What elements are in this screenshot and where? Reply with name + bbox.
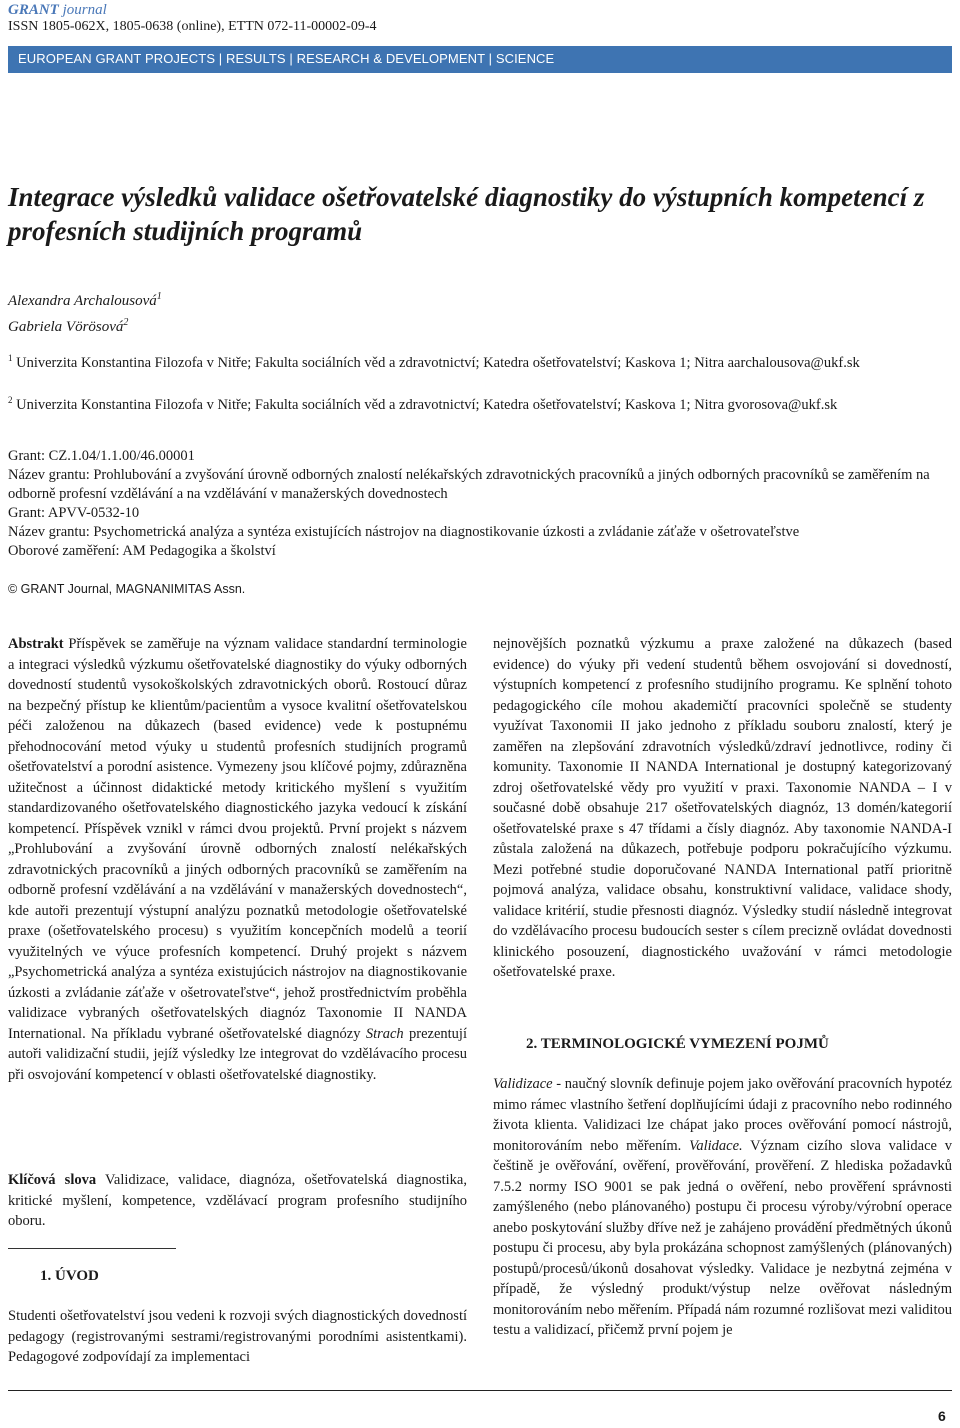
- affiliation: [8, 390, 952, 416]
- journal-name: [8, 2, 107, 19]
- header-banner: [8, 46, 952, 73]
- right-column-text: nejnovějších poznatků výzkumu a praxe založené na důkazech (based evidence) do výuky při vedení studentů během osvojování si dovedností, výstupních kompetencí z profesního studijního programu. Ke splnění tohoto pedagogického cíle mohou akademičtí pracovníci společně se studenty využívat Taxonomii II jako jednoho z příkladu souboru znalostí, který je zaměřen na zlepšování zdravotních výsledků/zdraví jednotlivce, rodiny či komunity. Taxonomie II NANDA International je dostupný kategorizovaný zdroj ošetřovatelské vědy pro využití v praxi. Taxonomie NANDA – I v současné době obsahuje 217 ošetřovatelských diagnóz, 13 domén/kategorií ošetřovatelské praxe s 47 třídami a čísly diagnóz. Aby taxonomie NANDA-I zůstala založená na důkazech, potřebuje podporu pokračujícího výzkumu. Mezi potřebné studie doporučované NANDA International patří prioritně pojmová analýza, validace obsahu, konstruktivní validace, validace shody, validace kritérií, studie přesnosti diagnóz. Výsledky studií následně integrovat do vzdělávacího procesu budoucích sester s cílem precizně ovládat dovednosti klinického posouzení, diagnostického uvažování v rámci metodologie ošetřovatelské praxe.: [493, 636, 952, 980]
- abstract-text: Příspěvek se zaměřuje na význam validace standardní terminologie a integraci výsledků výzkumu ošetřovatelské diagnostiky do výuky odborných dovedností studentů vysokoškolských zdravotnických oborů. Rostoucí důraz na bezpečný přístup ke klientům/pacientům a vysoce kvalitní ošetřovatelskou péči založenou na důkazech (based evidence) vede k postupnému přehodnocování metod výuky u studentů profesních studijních programů ošetřovatelství a porodní asistence. Vymezeny jsou klíčové pojmy, zdůrazněna užitečnost a účinnost didaktické metody kritického myšlení s využitím standardizovaného ošetřovatelského diagnostického jazyka vedoucí k získání kompetencí. Příspěvek vznikl v rámci dvou projektů. První projekt s názvem „Prohlubování a zvyšování úrovně odborných znalostí nelékařských zdravotnických pracovníků a jiných odborných pracovníků se zaměřením na odborně profesní vzdělávání a na vzdělávání v manažerských dovednostech“, kde autoři prezentují výstupní analýzu poznatků metodologie ošetřovatelské praxe (ošetřovatelského procesu) s využitím koncepčních modelů a teorií využitelných ve výuce profesních kompetencí. Druhý projekt s názvem „Psychometrická analýza a syntéza existujúcich nástrojov na diagnostikovanie úzkosti a zvládanie záťaže v ošetrovateľstve“, jehož prostřednictvím proběhla validizace vybraných ošetřovatelských diagnóz Taxonomie II NANDA International. Na příkladu vybrané ošetřovatelské diagnózy: [8, 636, 467, 1042]
- paper-title: Integrace výsledků validace ošetřovatelské diagnostiky do výstupních kompetencí z profesních studijních programů: [8, 182, 925, 246]
- term-text: - naučný slovník definuje pojem jako ověřování pracovních hypotéz mimo rámec vlastního šetření doplňujícími údaji z pracovního nebo rodinného života klienta. Validizaci lze chápat jako proces ověřování pomocí nástrojů, monitorováním nebo měřením.: [493, 1076, 952, 1154]
- intro-text: Studenti ošetřovatelství jsou vedeni k rozvoji svých diagnostických dovedností pedagogy (registrovanými sestrami/registrovanými porodními asistentkami). Pedagogové zodpovídají za implementaci: [8, 1308, 467, 1365]
- abstract-text-end: prezentují autoři validizační studii, jejíž výsledky lze integrovat do vzdělávacího procesu při osvojování kompetencí v oblasti ošetřovatelské diagnostiky.: [8, 1025, 467, 1083]
- grant-name: Název grantu: Prohlubování a zvyšování úrovně odborných znalostí nelékařských zdravotnických pracovníků a jiných odborných pracovníků se zaměřením na odborně profesní vzdělávání a na vzdělávání v manažerských dovednostech: [8, 467, 930, 502]
- grant-name: Název grantu: Psychometrická analýza a syntéza existujících nástrojov na diagnostikovanie úzkosti a zvládanie záťaže v ošetrovateľstve: [8, 524, 800, 540]
- author-sup: 2: [123, 317, 129, 328]
- header-banner-text: EUROPEAN GRANT PROJECTS | RESULTS | RESEARCH & DEVELOPMENT | SCIENCE: [18, 51, 555, 66]
- grant-id: Grant: CZ.1.04/1.1.00/46.00001: [8, 448, 195, 464]
- term-validizace: Validizace: [493, 1076, 553, 1092]
- field-of-study: Oborové zaměření: AM Pedagogika a školství: [8, 543, 276, 559]
- term-text: Význam cizího slova validace v češtině je ověřování, ověření, prověřování, prověření. Z hlediska požadavků 7.5.2 normy ISO 9001 se pak jedná o ověření, nebo prověření správnosti zamýšleného (nebo plánovaného) postupu či procesu výroby/výrobní operace anebo poskytování služby dříve než je zahájeno provádění předmětných úkonů postupu či procesu, aby byla prokázána schopnost zamýšlených (plánovaných) postupů/procesů/úkonů dosahovat výsledky. Validace je nezbytná zejména v případě, že výsledný produkt/výstup nelze ověřovat následným monitorováním nebo měřením. Případá nám rozumné rozlišovat mezi validitou testu a validizací, přičemž první pojem je: [493, 1137, 952, 1338]
- grant-block: [8, 447, 952, 561]
- keywords-label: Klíčová slova: [8, 1172, 97, 1188]
- abstract-italic-term: Strach: [365, 1025, 404, 1042]
- author-name: Alexandra Archalousová: [8, 293, 157, 309]
- keywords: [8, 1170, 467, 1232]
- copyright: © GRANT Journal, MAGNANIMITAS Assn.: [8, 582, 246, 596]
- author: [8, 286, 162, 312]
- journal-name-grant: GRANT: [8, 2, 59, 18]
- term-validace: Validace.: [689, 1137, 743, 1154]
- issn-line: ISSN 1805-062X, 1805-0638 (online), ETTN 072-11-00002-09-4: [8, 19, 377, 34]
- abstract-label: Abstrakt: [8, 636, 64, 652]
- affiliation-sup: 1: [8, 353, 13, 363]
- grant-id: Grant: APVV-0532-10: [8, 505, 140, 521]
- author-list: [8, 286, 162, 338]
- section-heading: 2. TERMINOLOGICKÉ VYMEZENÍ POJMŮ: [526, 1036, 829, 1052]
- keywords-text: Validizace, validace, diagnóza, ošetřovatelská diagnostika, kritické myšlení, kompetence, vzdělávací program profesního studijního oboru.: [8, 1172, 467, 1229]
- section-heading: 1. ÚVOD: [40, 1268, 99, 1284]
- affiliation-text: Univerzita Konstantina Filozofa v Nitře; Fakulta sociálních věd a zdravotnictví; Katedra ošetřovatelství; Kaskova 1; Nitra gvorosova@ukf.sk: [16, 396, 838, 413]
- affiliation: [8, 348, 952, 374]
- divider: [8, 1248, 176, 1249]
- author-name: Gabriela Vörösová: [8, 319, 124, 335]
- terminology-text: [493, 1074, 952, 1341]
- affiliation-text: Univerzita Konstantina Filozofa v Nitře; Fakulta sociálních věd a zdravotnictví; Katedra ošetřovatelství; Kaskova 1; Nitra aarchalousova@ukf.sk: [16, 354, 860, 371]
- journal-name-journal: journal: [62, 2, 107, 18]
- page-number: 6: [938, 1408, 946, 1424]
- author-sup: 1: [156, 291, 162, 302]
- author: [8, 312, 162, 338]
- abstract: [8, 634, 467, 1085]
- footer-divider: [8, 1390, 952, 1391]
- affiliation-sup: 2: [8, 395, 13, 405]
